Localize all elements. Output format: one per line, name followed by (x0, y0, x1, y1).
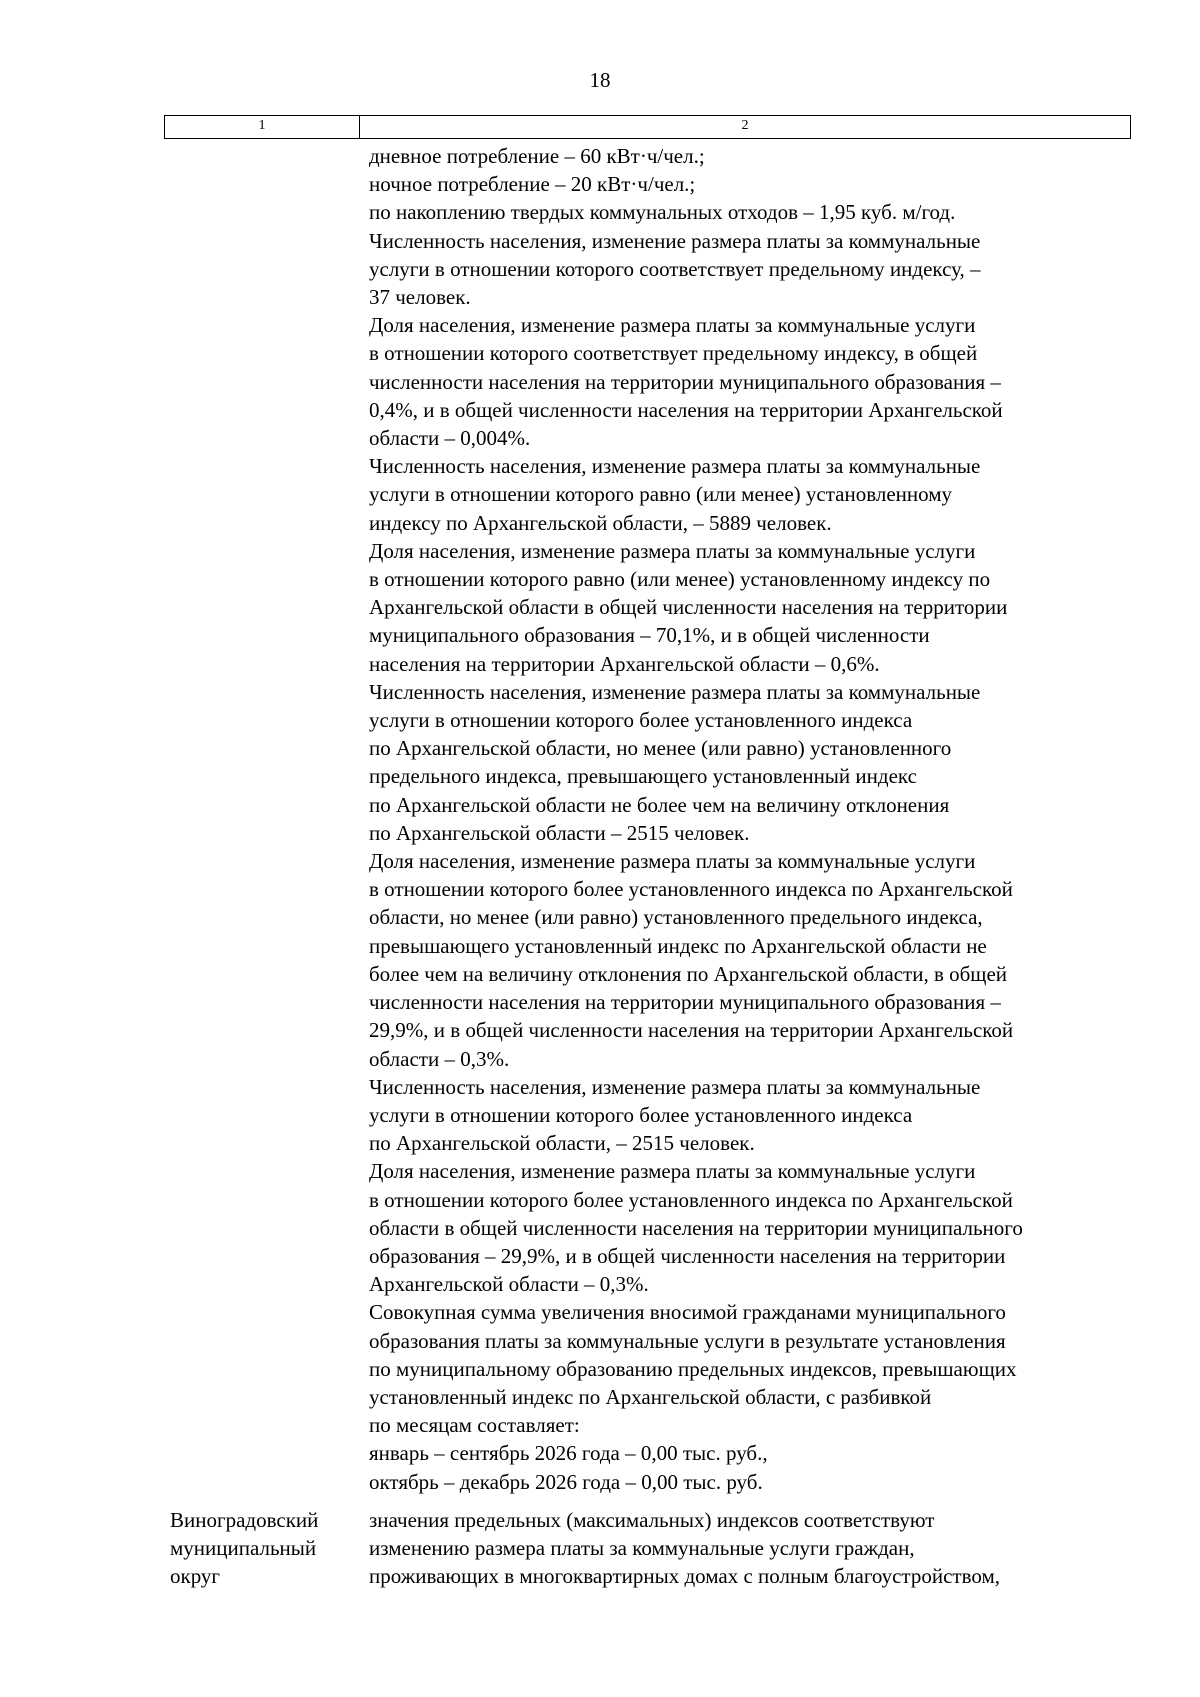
text-line: области – 0,3%. (369, 1046, 510, 1071)
text-line: значения предельных (максимальных) индексов соответствуют (369, 1508, 935, 1532)
text-line: муниципального образования – 70,1%, и в общей численности (369, 623, 930, 648)
table-header-col-2: 2 (741, 118, 749, 133)
text-line: Архангельской области – 0,3%. (369, 1272, 649, 1297)
text-line: Численность населения, изменение размера платы за коммунальные (369, 228, 981, 253)
municipality-name-line: Виноградовский (170, 1508, 319, 1532)
text-line: 0,4%, и в общей численности населения на территории Архангельской (369, 397, 1003, 422)
text-line: Совокупная сумма увеличения вносимой гражданами муниципального (369, 1300, 1006, 1325)
table-header-col-1: 1 (165, 116, 360, 138)
text-line: образования платы за коммунальные услуги в результате установления (369, 1328, 1006, 1353)
text-line: области – 0,004%. (369, 426, 531, 451)
text-line: Доля населения, изменение размера платы за коммунальные услуги (369, 1159, 976, 1184)
text-line: численности населения на территории муниципального образования – (369, 369, 1001, 394)
text-line: октябрь – декабрь 2026 года – 0,00 тыс. руб. (369, 1469, 763, 1494)
text-line: услуги в отношении которого равно (или менее) установленному (369, 482, 953, 507)
text-line: в отношении которого более установленного индекса по Архангельской (369, 1187, 1013, 1212)
text-line: изменению размера платы за коммунальные услуги граждан, (369, 1536, 915, 1561)
text-line: образования – 29,9%, и в общей численности населения на территории (369, 1243, 1006, 1268)
text-line: услуги в отношении которого соответствует предельному индексу, – (369, 256, 981, 281)
text-line: по муниципальному образованию предельных индексов, превышающих (369, 1356, 1017, 1381)
text-line: Численность населения, изменение размера платы за коммунальные (369, 454, 981, 479)
text-line: установленный индекс по Архангельской области, с разбивкой (369, 1384, 932, 1409)
text-line: численности населения на территории муниципального образования – (369, 990, 1001, 1015)
text-line: более чем на величину отклонения по Архангельской области, в общей (369, 961, 1008, 986)
text-line: по накоплению твердых коммунальных отходов – 1,95 куб. м/год. (369, 200, 956, 225)
text-line: по месяцам составляет: (369, 1413, 580, 1438)
text-line: услуги в отношении которого более установленного индекса (369, 708, 913, 733)
text-line: Доля населения, изменение размера платы за коммунальные услуги (369, 313, 976, 338)
text-line: проживающих в многоквартирных домах с полным благоустройством, (369, 1564, 1001, 1589)
text-line: дневное потребление – 60 кВт·ч/чел.; (369, 144, 705, 168)
text-line: Доля населения, изменение размера платы за коммунальные услуги (369, 538, 976, 563)
text-line: Численность населения, изменение размера платы за коммунальные (369, 1074, 981, 1099)
text-line: Доля населения, изменение размера платы за коммунальные услуги (369, 849, 976, 874)
text-line: услуги в отношении которого более установленного индекса (369, 1102, 913, 1127)
text-line: по Архангельской области, но менее (или равно) установленного (369, 736, 952, 761)
text-line: по Архангельской области, – 2515 человек. (369, 1131, 755, 1156)
text-line: по Архангельской области не более чем на величину отклонения (369, 792, 950, 817)
text-line: в отношении которого соответствует предельному индексу, в общей (369, 341, 978, 366)
text-line: области, но менее (или равно) установленного предельного индекса, (369, 905, 983, 930)
text-line: январь – сентябрь 2026 года – 0,00 тыс. руб., (369, 1441, 768, 1466)
text-line: Архангельской области в общей численности населения на территории (369, 595, 1008, 620)
table-header-row (164, 115, 1131, 139)
text-line: области в общей численности населения на территории муниципального (369, 1215, 1023, 1240)
page-number: 18 (589, 68, 611, 92)
text-line: по Архангельской области – 2515 человек. (369, 820, 750, 845)
text-line: в отношении которого более установленного индекса по Архангельской (369, 877, 1013, 902)
text-line: в отношении которого равно (или менее) установленному индексу по (369, 567, 991, 592)
text-line: населения на территории Архангельской области – 0,6%. (369, 651, 880, 676)
row2-col1-municipality (170, 1506, 360, 1591)
text-line: ночное потребление – 20 кВт·ч/чел.; (369, 172, 696, 197)
text-line: предельного индекса, превышающего установленный индекс (369, 764, 917, 789)
row1-col2-text (369, 142, 1149, 1496)
text-line: 37 человек. (369, 285, 471, 310)
municipality-name-line: округ (170, 1564, 221, 1589)
text-line: индексу по Архангельской области, – 5889 человек. (369, 510, 832, 535)
text-line: 29,9%, и в общей численности населения на территории Архангельской (369, 1018, 1014, 1043)
text-line: Численность населения, изменение размера платы за коммунальные (369, 679, 981, 704)
row2-col2-text (369, 1506, 1149, 1591)
text-line: превышающего установленный индекс по Архангельской области не (369, 933, 987, 958)
municipality-name-line: муниципальный (170, 1536, 317, 1561)
